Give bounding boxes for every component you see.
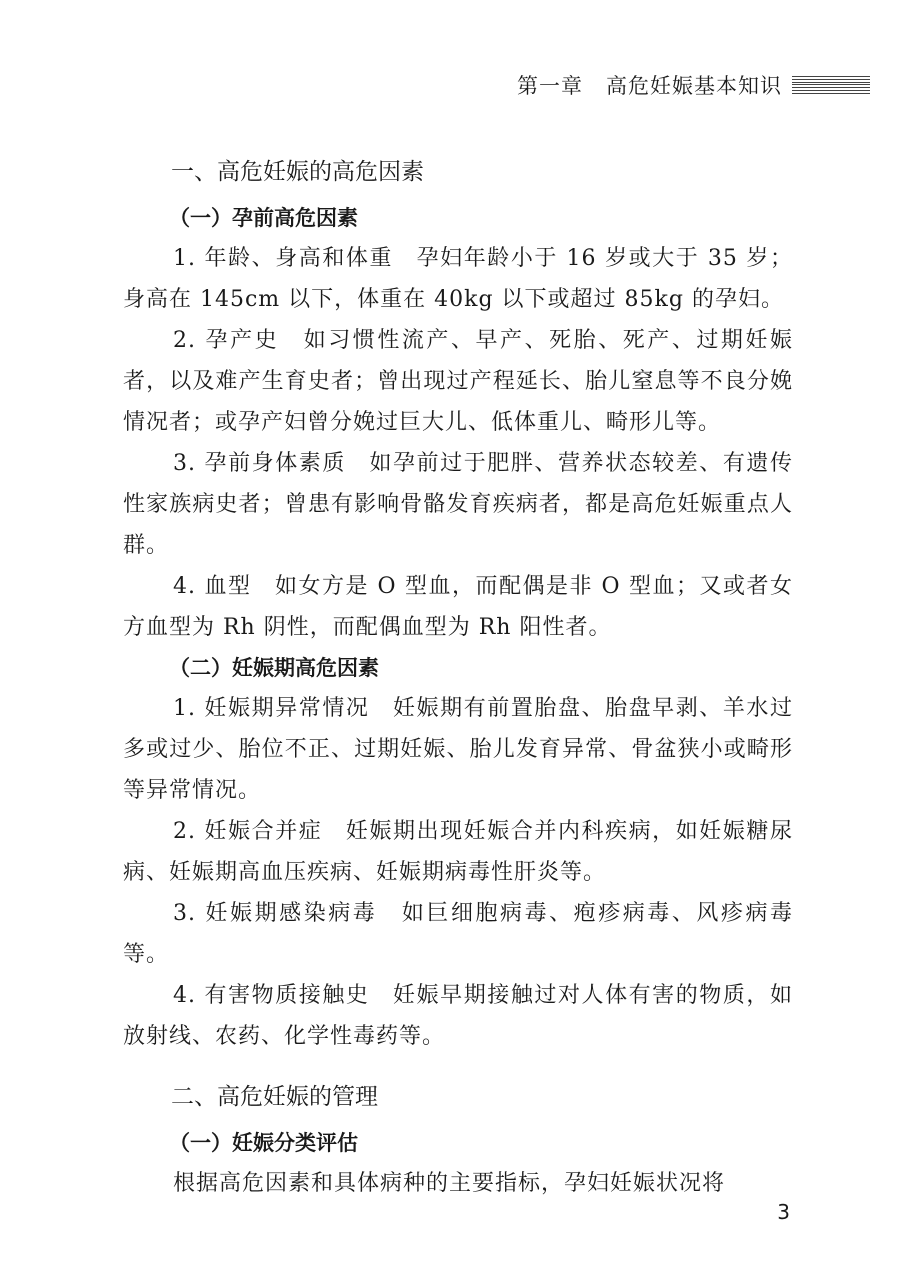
subsection-title-prepregnancy: （一）孕前高危因素 xyxy=(169,206,358,230)
paragraph-blood-type: 4. 血型 如女方是 O 型血，而配偶是非 O 型血；又或者女方血型为 Rh 阴性，而配偶血型为 Rh 阳性者。 xyxy=(123,574,793,640)
running-header xyxy=(517,70,870,100)
paragraph-pregnancy-abnormalities: 1. 妊娠期异常情况 妊娠期有前置胎盘、胎盘早剥、羊水过多或过少、胎位不正、过期妊娠、胎儿发育异常、骨盆狭小或畸形等异常情况。 xyxy=(123,696,793,803)
paragraph-harmful-exposure: 4. 有害物质接触史 妊娠早期接触过对人体有害的物质，如放射线、农药、化学性毒药等。 xyxy=(123,983,793,1049)
paragraph-prepregnancy-fitness: 3. 孕前身体素质 如孕前过于肥胖、营养状态较差、有遗传性家族病史者；曾患有影响骨骼发育疾病者，都是高危妊娠重点人群。 xyxy=(123,451,793,558)
chapter-title: 第一章 高危妊娠基本知识 xyxy=(516,74,782,98)
page-number: 3 xyxy=(777,1200,790,1224)
page-body xyxy=(123,150,793,1204)
section-title-management: 二、高危妊娠的管理 xyxy=(171,1084,378,1110)
paragraph-obstetric-history: 2. 孕产史 如习惯性流产、早产、死胎、死产、过期妊娠者，以及难产生育史者；曾出现过产程延长、胎儿窒息等不良分娩情况者；或孕产妇曾分娩过巨大儿、低体重儿、畸形儿等。 xyxy=(123,328,793,435)
paragraph-viral-infection: 3. 妊娠期感染病毒 如巨细胞病毒、疱疹病毒、风疹病毒等。 xyxy=(123,901,793,967)
subsection-title-classification: （一）妊娠分类评估 xyxy=(169,1131,358,1155)
paragraph-complications: 2. 妊娠合并症 妊娠期出现妊娠合并内科疾病，如妊娠糖尿病、妊娠期高血压疾病、妊娠期病毒性肝炎等。 xyxy=(123,819,793,885)
paragraph-classification-intro: 根据高危因素和具体病种的主要指标，孕妇妊娠状况将 xyxy=(173,1171,726,1196)
subsection-title-pregnancy-period: （二）妊娠期高危因素 xyxy=(169,656,379,680)
paragraph-age-height-weight: 1. 年龄、身高和体重 孕妇年龄小于 16 岁或大于 35 岁；身高在 145cm 以下，体重在 40kg 以下或超过 85kg 的孕妇。 xyxy=(123,246,793,312)
header-rule-lines xyxy=(792,76,870,94)
section-title-risk-factors: 一、高危妊娠的高危因素 xyxy=(171,159,424,185)
